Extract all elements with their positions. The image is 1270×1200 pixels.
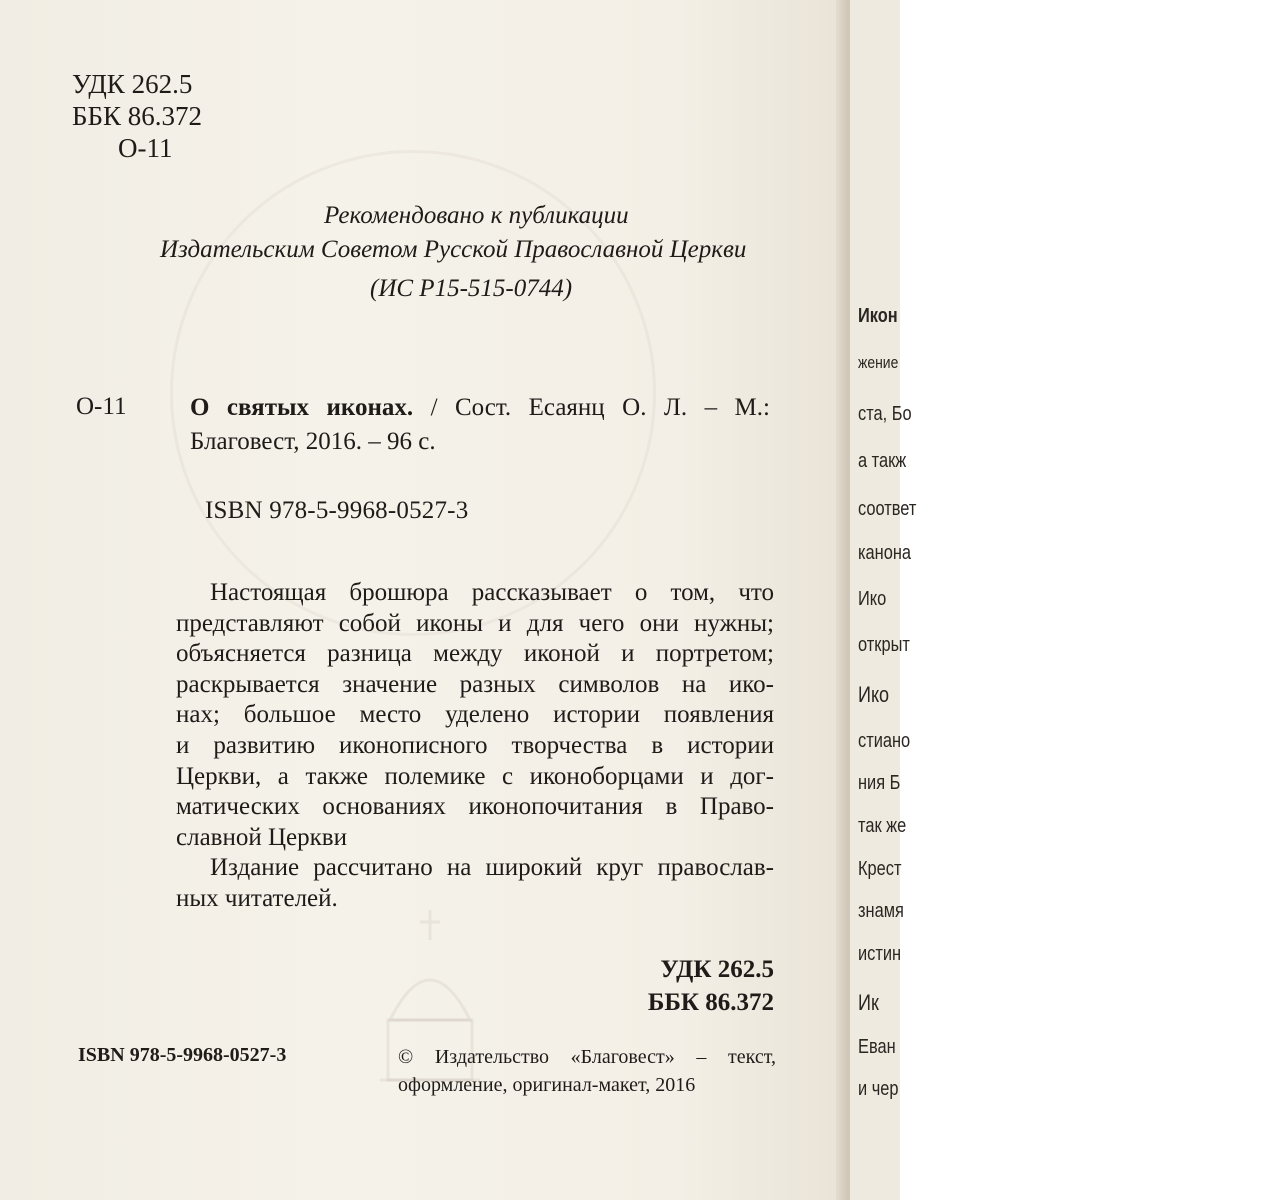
author-mark: О-11 [118, 133, 173, 163]
facing-text-fragment: Икон [858, 305, 898, 327]
abstract-line: объясняется разница между иконой и портретом; [176, 640, 774, 668]
facing-text-fragment: жение [858, 353, 899, 372]
book-title: О святых иконах. [190, 394, 414, 421]
facing-text-fragment: ста, Бо [858, 403, 912, 425]
facing-text-fragment: Крест [858, 858, 902, 880]
bbk-code-bottom: ББК 86.372 [647, 989, 774, 1016]
isbn-bottom: ISBN 978-5-9968-0527-3 [78, 1044, 287, 1066]
copyright-line-2: оформление, оригинал-макет, 2016 [398, 1074, 696, 1096]
bib-line-2: Благовест, 2016. – 96 с. [190, 428, 436, 455]
abstract-line: Издание рассчитано на широкий круг православ- [210, 854, 774, 882]
udk-code-bottom: УДК 262.5 [660, 956, 774, 983]
catalog-code: О-11 [76, 393, 127, 420]
abstract [176, 578, 774, 915]
recommendation-code: (ИС Р15-515-0744) [370, 275, 573, 302]
facing-text-fragment: знамя [858, 900, 904, 922]
facing-text-fragment: Ико [858, 588, 887, 610]
facing-text-fragment: а такж [858, 450, 907, 472]
bbk-code: ББК 86.372 [72, 101, 203, 131]
recommendation-line-1: Рекомендовано к публикации [324, 202, 629, 229]
watermark-church-icon [360, 900, 500, 1160]
facing-text-fragment: Ик [858, 990, 879, 1015]
abstract-line: представляют собой иконы и для чего они нужны; [176, 609, 774, 637]
copyright-line-1: © Издательство «Благовест» – текст, [398, 1046, 776, 1068]
abstract-line: славной Церкви [176, 823, 347, 851]
abstract-line: раскрывается значение разных символов на ико- [176, 670, 774, 698]
udk-code: УДК 262.5 [72, 69, 193, 99]
abstract-line: ных читателей. [176, 884, 338, 912]
facing-text-fragment: и чер [858, 1078, 899, 1100]
classification-codes-bottom [600, 953, 774, 1019]
bibliographic-record [190, 391, 770, 459]
bib-line-1: / Сост. Есаянц О. Л. – М.: [413, 394, 770, 421]
facing-text-fragment: Еван [858, 1036, 896, 1058]
isbn-record: ISBN 978-5-9968-0527-3 [205, 497, 469, 524]
recommendation-line-2: Издательским Советом Русской Православной Церкви [160, 236, 747, 263]
facing-text-fragment: стиано [858, 730, 911, 752]
facing-text-fragment: так же [858, 815, 907, 837]
abstract-line: нах; большое место уделено истории появления [176, 701, 774, 729]
abstract-line: Церкви, а также полемике с иконоборцами и дог- [176, 762, 774, 790]
abstract-line: и развитию иконописного творчества в истории [176, 731, 774, 759]
abstract-paragraph-1 [176, 578, 774, 853]
facing-text-fragment: соответ [858, 498, 917, 520]
classification-codes-top [72, 68, 202, 164]
facing-text-fragment: канона [858, 542, 912, 564]
abstract-paragraph-2 [176, 853, 774, 914]
facing-text-fragment: Ико [858, 682, 890, 707]
facing-text-fragment: истин [858, 943, 902, 965]
facing-text-fragment: открыт [858, 634, 910, 656]
facing-page-edge [850, 0, 917, 1200]
copyright-notice [398, 1043, 776, 1099]
abstract-line: матических основаниях иконопочитания в Право- [176, 793, 774, 821]
abstract-line: Настоящая брошюра рассказывает о том, что [210, 579, 774, 606]
facing-text-fragment: ния Б [858, 772, 901, 794]
